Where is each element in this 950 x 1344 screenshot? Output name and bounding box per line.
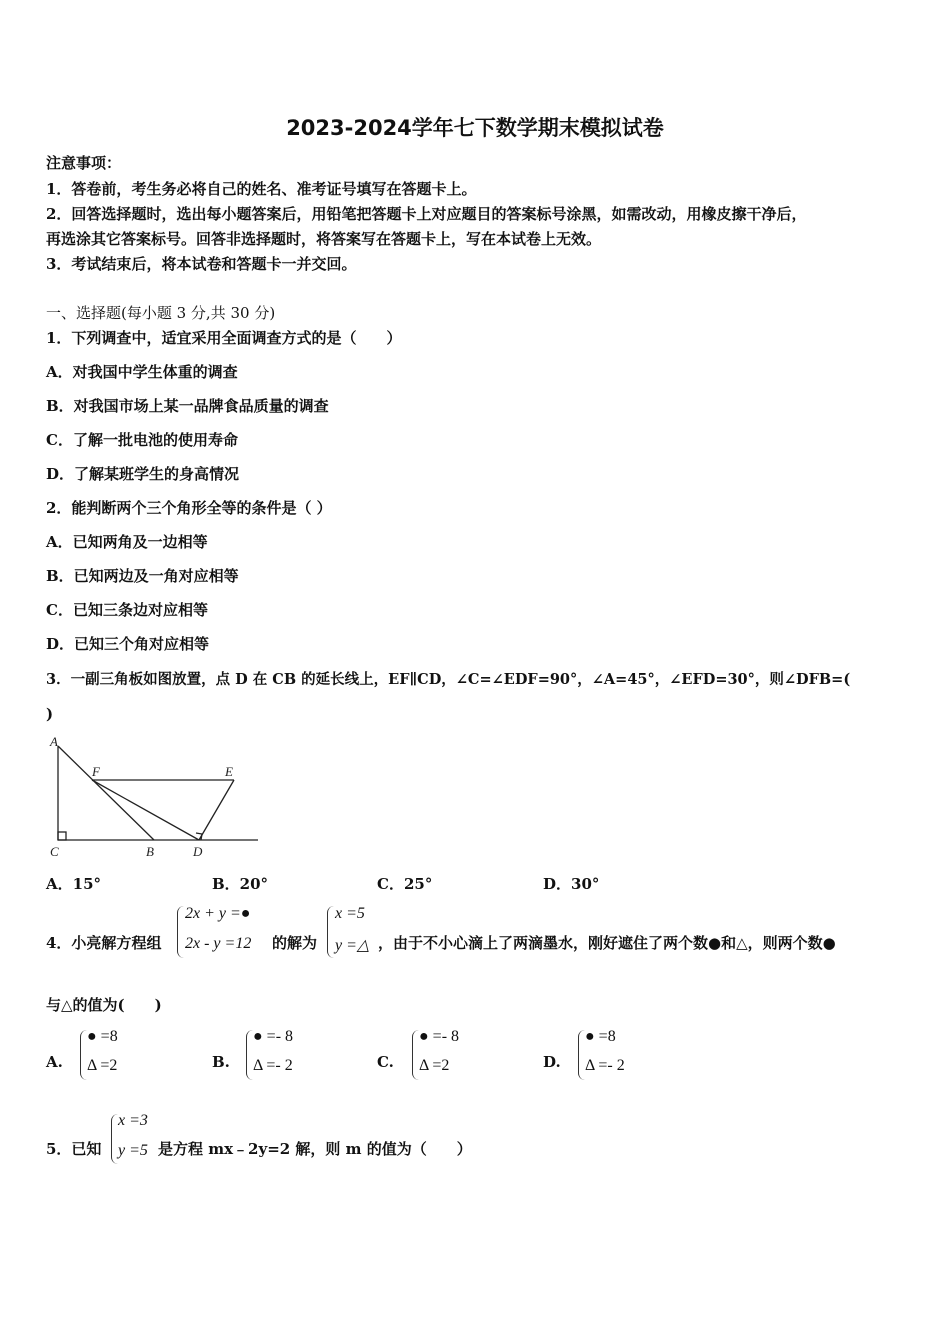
q4-option-c-line2: Δ =2 xyxy=(419,1057,450,1074)
q3-option-a: A．15° xyxy=(46,875,102,893)
notes-item-2a: 2．回答选择题时，选出每小题答案后，用铅笔把答题卡上对应题目的答案标号涂黑，如需改动，用橡皮擦干净后， xyxy=(46,205,807,223)
label-c: C xyxy=(50,844,59,859)
notes-item-2b: 再选涂其它答案标号。回答非选择题时，将答案写在答题卡上，写在本试卷上无效。 xyxy=(46,230,602,248)
q1-option-a: A．对我国中学生体重的调查 xyxy=(46,363,238,381)
q4-option-c-brace xyxy=(412,1030,419,1080)
q4-option-a-line1: ● =8 xyxy=(87,1028,118,1045)
q4-option-d-label: D. xyxy=(543,1053,561,1071)
label-e: E xyxy=(225,764,233,779)
q1-option-c: C．了解一批电池的使用寿命 xyxy=(46,431,238,449)
q4-option-d-brace xyxy=(578,1030,585,1080)
page-title: 2023-2024学年七下数学期末模拟试卷 xyxy=(286,116,664,140)
q4-option-b-line2: Δ =- 2 xyxy=(253,1057,293,1074)
section-heading: 一、选择题(每小题 3 分,共 30 分) xyxy=(46,304,276,322)
q4-option-a-brace xyxy=(80,1030,87,1080)
q4-prefix: 4．小亮解方程组 xyxy=(46,934,162,952)
q4-solution-brace xyxy=(327,906,334,958)
q3-option-b: B．20° xyxy=(212,875,269,893)
q5-eq2: y =5 xyxy=(118,1142,148,1159)
q4-eq2: 2x - y =12 xyxy=(185,935,252,952)
q4-option-a-label: A. xyxy=(46,1053,63,1071)
line-ed xyxy=(199,780,234,840)
notes-heading: 注意事项： xyxy=(46,154,122,172)
q4-option-b-line1: ● =- 8 xyxy=(253,1028,294,1045)
q1-option-d: D．了解某班学生的身高情况 xyxy=(46,465,240,483)
q1-stem: 1．下列调查中，适宜采用全面调查方式的是（ ） xyxy=(46,329,402,347)
notes-item-1: 1．答卷前，考生务必将自己的姓名、准考证号填写在答题卡上。 xyxy=(46,180,477,198)
q4-option-a-line2: Δ =2 xyxy=(87,1057,118,1074)
triangle-figure xyxy=(44,732,264,862)
q4-eq1: 2x + y =● xyxy=(185,905,251,922)
q4-option-b-brace xyxy=(246,1030,253,1080)
q4-option-d-line2: Δ =- 2 xyxy=(585,1057,625,1074)
q4-option-d-line1: ● =8 xyxy=(585,1028,616,1045)
q3-option-d: D．30° xyxy=(543,875,600,893)
q3-option-c: C．25° xyxy=(377,875,433,893)
q2-stem: 2．能判断两个三个角形全等的条件是（ ） xyxy=(46,499,332,517)
label-f: F xyxy=(92,764,100,779)
q4-sol2: y =△ xyxy=(335,937,370,954)
q2-option-c: C．已知三条边对应相等 xyxy=(46,601,208,619)
q4-suffix: ，由于不小心滴上了两滴墨水，刚好遮住了两个数●和△，则两个数● xyxy=(378,934,836,952)
q4-sol1: x =5 xyxy=(335,905,365,922)
q5-suffix: 是方程 mx﹣2y=2 解，则 m 的值为（ ） xyxy=(158,1140,472,1158)
q5-prefix: 5．已知 xyxy=(46,1140,102,1158)
q2-option-d: D．已知三个角对应相等 xyxy=(46,635,210,653)
q3-stem: 3．一副三角板如图放置，点 D 在 CB 的延长线上，EF∥CD，∠C=∠EDF=90°，∠A=45°，∠EFD=30°，则∠DFB=( xyxy=(46,671,851,688)
q2-option-b: B．已知两边及一角对应相等 xyxy=(46,567,239,585)
q5-eq1: x =3 xyxy=(118,1112,148,1129)
q2-option-a: A．已知两角及一边相等 xyxy=(46,533,208,551)
q4-line2: 与△的值为( ) xyxy=(46,996,162,1014)
label-b: B xyxy=(146,844,154,859)
label-a: A xyxy=(50,734,58,749)
q4-option-c-line1: ● =- 8 xyxy=(419,1028,460,1045)
q4-system-brace xyxy=(177,906,184,958)
q4-mid: 的解为 xyxy=(272,934,318,952)
notes-item-3: 3．考试结束后，将本试卷和答题卡一并交回。 xyxy=(46,255,357,273)
right-angle-c xyxy=(58,832,66,840)
line-ab xyxy=(58,746,154,840)
q5-system-brace xyxy=(111,1114,118,1164)
q4-option-c-label: C. xyxy=(377,1053,394,1071)
q1-option-b: B．对我国市场上某一品牌食品质量的调查 xyxy=(46,397,329,415)
q4-option-b-label: B. xyxy=(212,1053,230,1071)
label-d: D xyxy=(193,844,203,859)
q3-stem-end: ) xyxy=(46,705,54,723)
